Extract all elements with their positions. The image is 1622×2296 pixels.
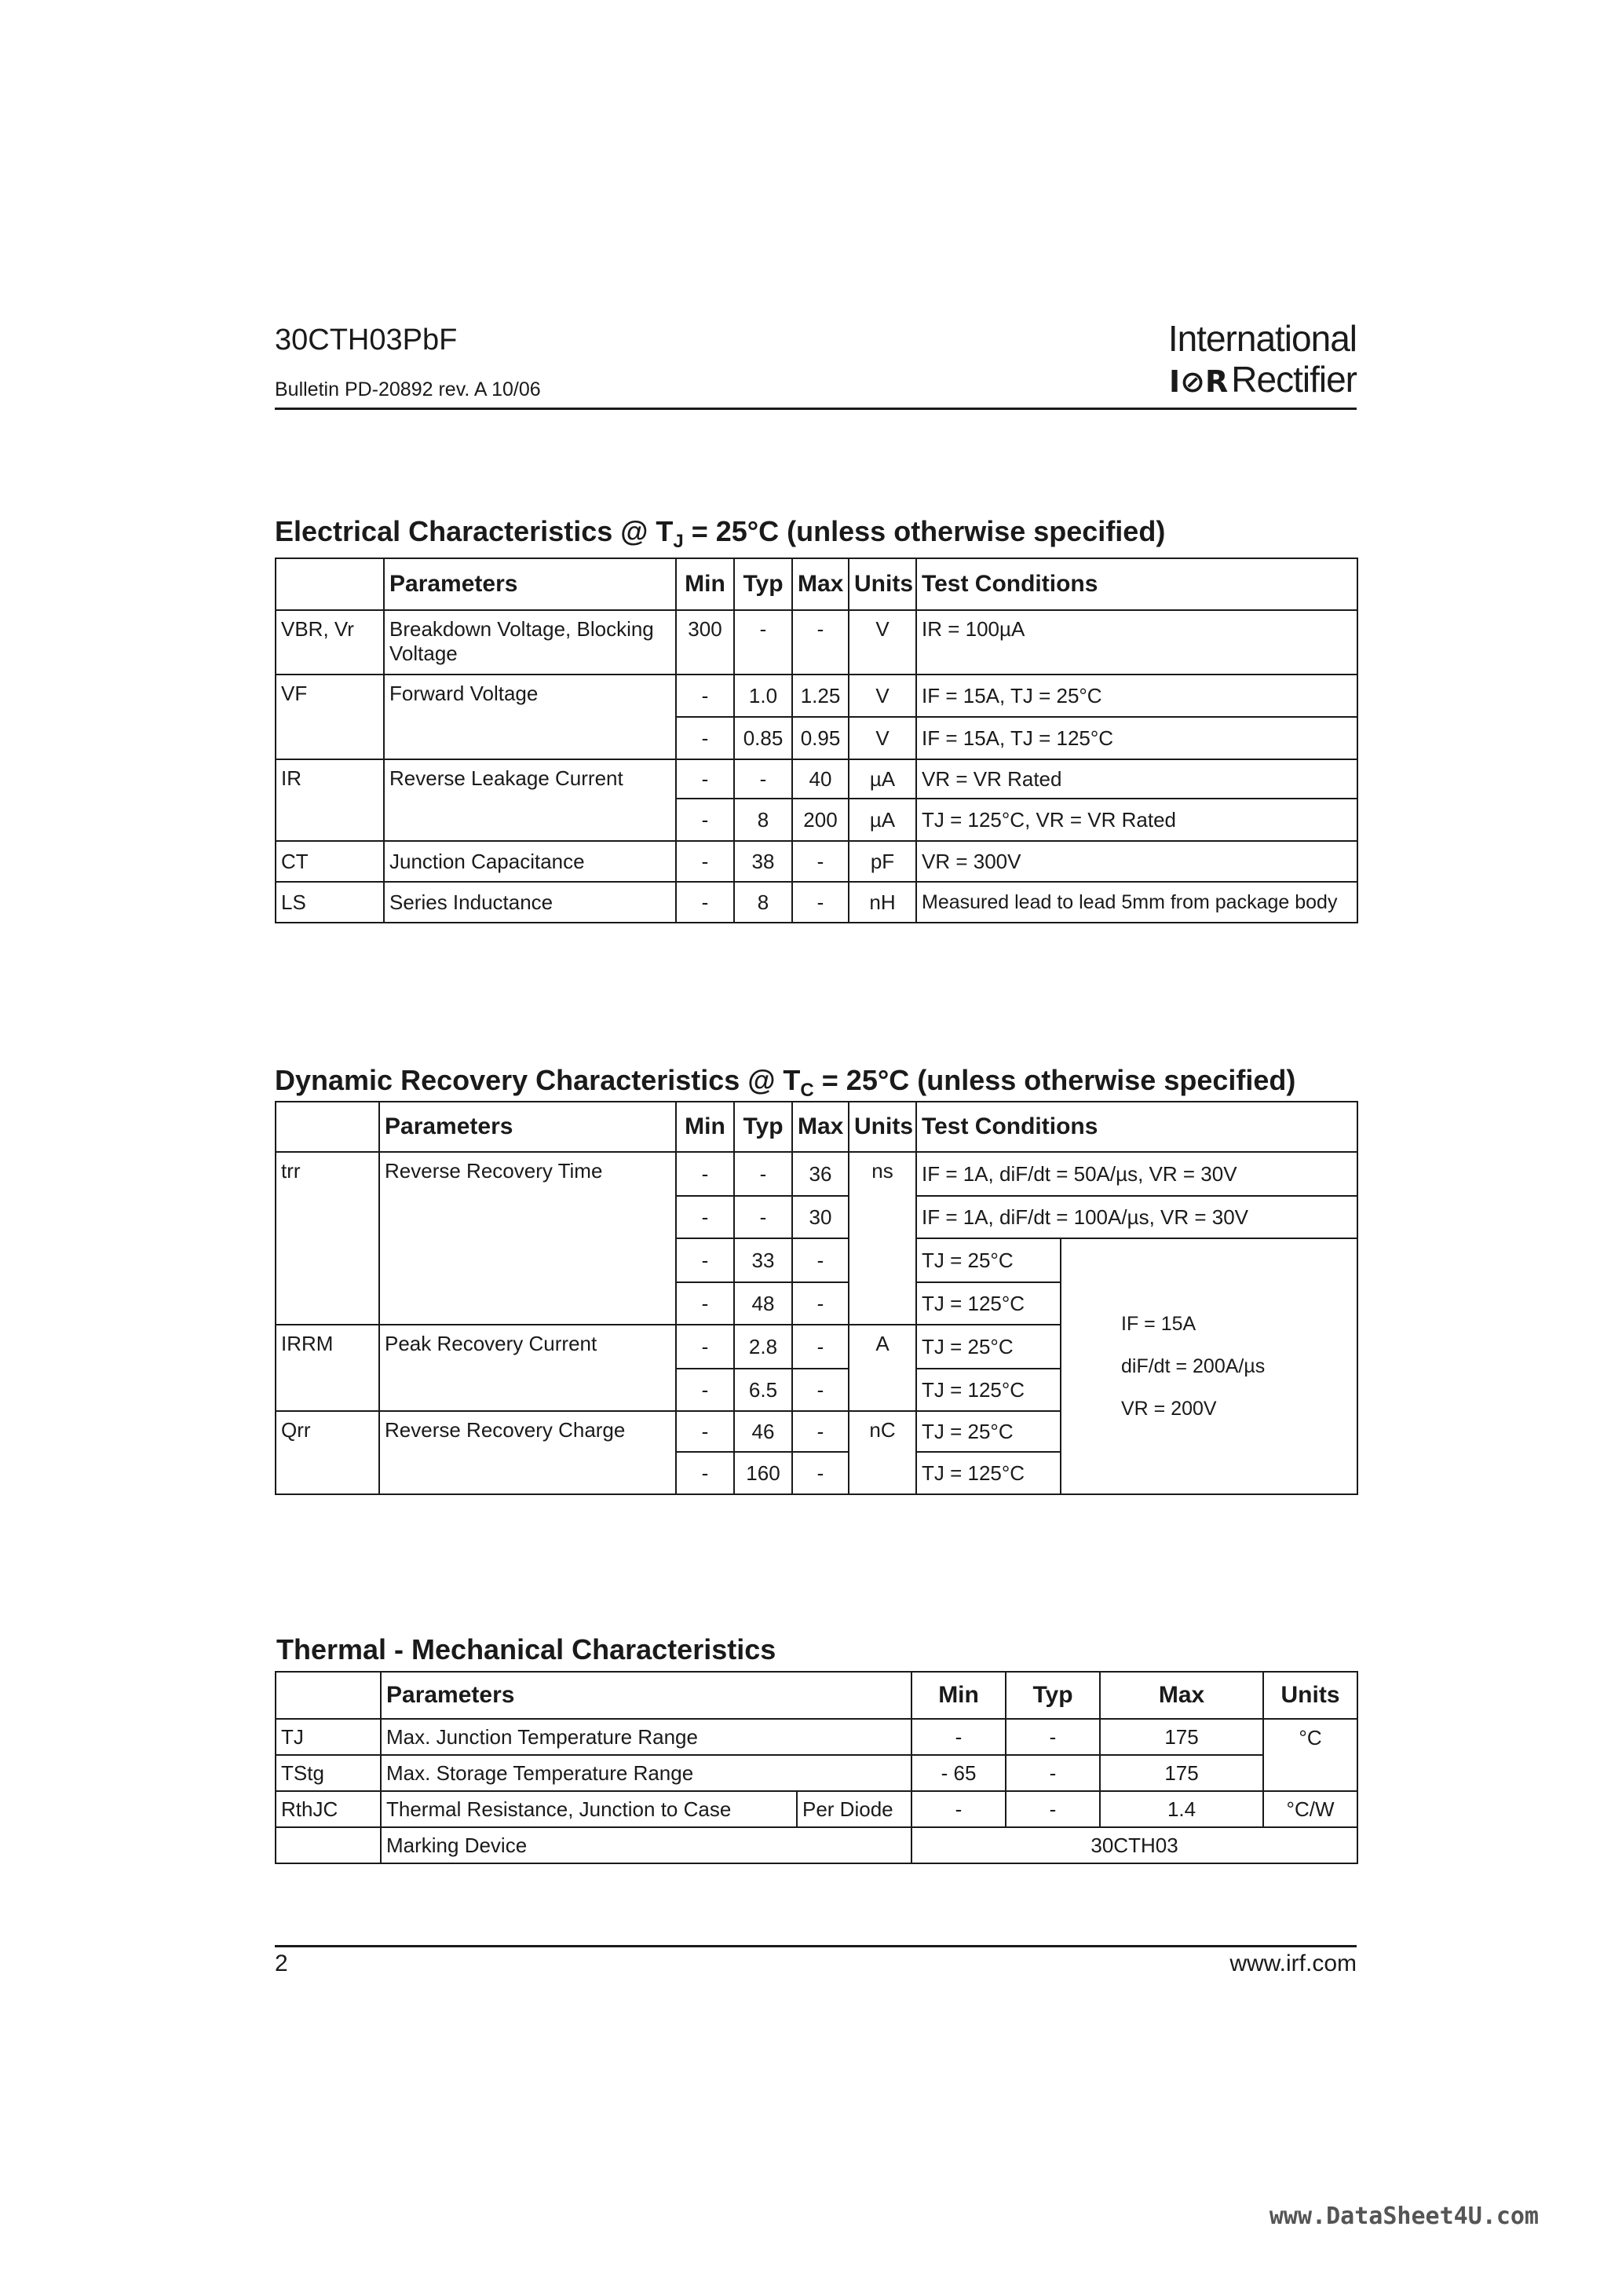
- table-row: - 160 - TJ = 125°C: [276, 1452, 1357, 1494]
- parameter: Junction Capacitance: [384, 841, 676, 882]
- table-row: [276, 1827, 1357, 1863]
- symbol: CT: [276, 841, 384, 882]
- logo-line-2: [1154, 359, 1357, 402]
- ior-logo-mark: I⊘R: [1169, 364, 1229, 399]
- table-row: CT Junction Capacitance - 38 - pF VR = 300V: [276, 841, 1357, 882]
- footer-url[interactable]: www.irf.com: [1229, 1951, 1357, 1976]
- col-max: Max: [792, 1102, 849, 1152]
- electrical-title: Electrical Characteristics @ $T_J = 25^\circ C$ (unless otherwise specified): [275, 515, 1166, 553]
- parameter: Peak Recovery Current: [379, 1325, 676, 1411]
- dynamic-title: Dynamic Recovery Characteristics @ $T_C = 25^\circ C$ (unless otherwise specified): [275, 1064, 1296, 1102]
- dynamic-table: [275, 1101, 1358, 1495]
- symbol: IR: [276, 759, 384, 841]
- col-units: Units: [849, 558, 916, 610]
- parameter: Reverse Recovery Time: [379, 1152, 676, 1325]
- col-typ: Typ: [734, 558, 792, 610]
- symbol: TStg: [276, 1755, 381, 1791]
- symbol: IRRM: [276, 1325, 379, 1411]
- electrical-table: [275, 558, 1358, 923]
- parameter: Thermal Resistance, Junction to Case: [381, 1791, 797, 1827]
- page-number: 2: [275, 1951, 288, 1976]
- col-units: Units: [849, 1102, 916, 1152]
- table-row: VF Forward Voltage - 1.0 1.25 V IF = 15A, TJ = 25°C: [276, 675, 1357, 717]
- common-conditions: IF = 15A diF/dt = 200A/µs VR = 200V: [1061, 1238, 1357, 1494]
- table-row: Qrr Reverse Recovery Charge - 46 - nC TJ = 25°C: [276, 1411, 1357, 1452]
- table-row: - 6.5 - TJ = 125°C: [276, 1369, 1357, 1411]
- table-row: - - 30 IF = 1A, diF/dt = 100A/µs, VR = 30V: [276, 1196, 1357, 1238]
- parameter: Max. Junction Temperature Range: [381, 1719, 911, 1755]
- footer-rule: [275, 1945, 1357, 1947]
- symbol: Qrr: [276, 1411, 379, 1494]
- table-row: TStg Max. Storage Temperature Range - 65 - 175: [276, 1755, 1357, 1791]
- logo-rectifier: Rectifier: [1231, 359, 1357, 400]
- bulletin-info: Bulletin PD-20892 rev. A 10/06: [275, 378, 541, 400]
- col-min: Min: [911, 1672, 1006, 1719]
- col-units: Units: [1263, 1672, 1357, 1719]
- table-row: VBR, Vr Breakdown Voltage, Blocking Voltage 300 - - V IR = 100µA: [276, 610, 1357, 675]
- table-row: - 48 - TJ = 125°C: [276, 1282, 1357, 1325]
- part-number: 30CTH03PbF: [275, 324, 458, 356]
- col-parameters: Parameters: [381, 1672, 911, 1719]
- table-row: IRRM Peak Recovery Current - 2.8 - A TJ = 25°C: [276, 1325, 1357, 1369]
- col-parameters: Parameters: [384, 558, 676, 610]
- col-test-conditions: Test Conditions: [916, 1102, 1357, 1152]
- col-parameters: Parameters: [379, 1102, 676, 1152]
- table-row: IR Reverse Leakage Current - - 40 µA VR = VR Rated: [276, 759, 1357, 799]
- logo-line-1: International: [1167, 318, 1357, 359]
- thermal-title: Thermal - Mechanical Characteristics: [276, 1633, 776, 1665]
- table-row: trr Reverse Recovery Time - - 36 ns IF = 1A, diF/dt = 50A/µs, VR = 30V: [276, 1152, 1357, 1196]
- col-typ: Typ: [1006, 1672, 1100, 1719]
- parameter: Max. Storage Temperature Range: [381, 1755, 911, 1791]
- parameter: Marking Device: [381, 1827, 911, 1863]
- col-min: Min: [676, 1102, 734, 1152]
- company-logo: [1154, 318, 1357, 402]
- table-row: TJ Max. Junction Temperature Range - - 175 °C: [276, 1719, 1357, 1755]
- parameter: Series Inductance: [384, 882, 676, 923]
- symbol: trr: [276, 1152, 379, 1325]
- thermal-table: [275, 1671, 1358, 1864]
- col-max: Max: [1100, 1672, 1263, 1719]
- symbol: LS: [276, 882, 384, 923]
- col-test-conditions: Test Conditions: [916, 558, 1357, 610]
- table-row: - 33 - TJ = 25°C IF = 15A diF/dt = 200A/µs VR = 200V: [276, 1238, 1357, 1282]
- col-max: Max: [792, 558, 849, 610]
- parameter: Reverse Recovery Charge: [379, 1411, 676, 1494]
- col-typ: Typ: [734, 1102, 792, 1152]
- watermark: www.DataSheet4U.com: [1269, 2203, 1539, 2230]
- table-row: RthJC Thermal Resistance, Junction to Case Per Diode - - 1.4 °C/W: [276, 1791, 1357, 1827]
- parameter: Reverse Leakage Current: [384, 759, 676, 841]
- parameter: Breakdown Voltage, Blocking Voltage: [384, 610, 676, 675]
- table-row: - 8 200 µA TJ = 125°C, VR = VR Rated: [276, 799, 1357, 841]
- symbol: TJ: [276, 1719, 381, 1755]
- parameter: Forward Voltage: [384, 675, 676, 759]
- symbol: RthJC: [276, 1791, 381, 1827]
- table-row: - 0.85 0.95 V IF = 15A, TJ = 125°C: [276, 717, 1357, 759]
- col-min: Min: [676, 558, 734, 610]
- symbol: VBR, Vr: [276, 610, 384, 675]
- header-rule: [275, 408, 1357, 410]
- table-row: LS Series Inductance - 8 - nH Measured lead to lead 5mm from package body: [276, 882, 1357, 923]
- marking-device: 30CTH03: [911, 1827, 1357, 1863]
- symbol: VF: [276, 675, 384, 759]
- note: Per Diode: [797, 1791, 911, 1827]
